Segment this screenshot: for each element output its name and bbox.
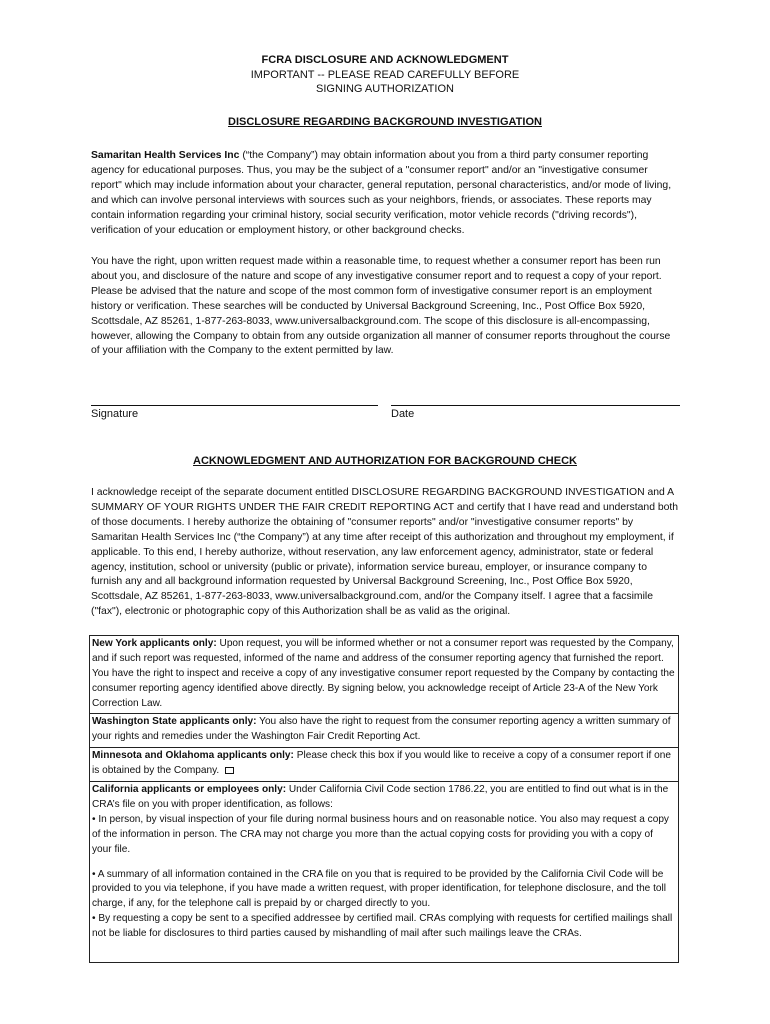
signature-label: Signature [91, 408, 139, 420]
disclosure-heading: DISCLOSURE REGARDING BACKGROUND INVESTIGATION [228, 116, 542, 128]
acknowledgment-paragraph: I acknowledge receipt of the separate document entitled DISCLOSURE REGARDING BACKGROUND INVESTIGATION and A SUMMARY OF YOUR RIGHTS UNDER THE FAIR CREDIT REPORTING ACT and certify that I have read and understand both of those documents. I hereby authorize the obtaining of "consumer reports" and/or "investigative consumer reports" by Samaritan Health Services Inc (“the Company”) at any time after receipt of this authorization and throughout my employment, if applicable. To this end, I hereby authorize, without reservation, any law enforcement agency, administrator, state or federal agency, institution, school or university (public or private), information service bureau, employer, or insurance company to furnish any and all background information requested by Universal Background Screening, Inc., Post Office Box 5920, Scottsdale, AZ 85261, 1-877-263-8033, www.universalbackground.com, and/or the Company itself. I agree that a facsimile ("fax"), electronic or photographic copy of this Authorization shall be as valid as the original. [91, 487, 679, 618]
california-bullet-mail: • By requesting a copy be sent to a specified addressee by certified mail. CRAs complying with requests for certified mailings shall not be liable for disclosures to third parties caused by mishandling of mail after such mailings leave the CRAs. [92, 913, 673, 940]
minnesota-oklahoma-label: Minnesota and Oklahoma applicants only: [92, 750, 294, 761]
date-line[interactable] [391, 405, 680, 406]
copy-request-checkbox[interactable] [225, 767, 234, 774]
washington-notice [90, 714, 678, 748]
date-label: Date [391, 408, 415, 420]
document-subtitle-line2: SIGNING AUTHORIZATION [316, 83, 454, 95]
california-notice [90, 782, 678, 962]
minnesota-oklahoma-notice [90, 748, 678, 782]
minnesota-oklahoma-text: Please check this box if you would like to receive a copy of a consumer report if one is obtained by the Company. [92, 750, 671, 776]
new-york-text: Upon request, you will be informed whether or not a consumer report was requested by the Company, and if such report was requested, informed of the name and address of the consumer reporting agency that furnished the report. You have the right to inspect and receive a copy of any investigative consumer report requested by the Company by contacting the consumer reporting agency identified above directly. By signing below, you acknowledge receipt of Article 23-A of the New York Correction Law. [92, 638, 675, 709]
new-york-notice [90, 636, 678, 714]
company-name: Samaritan Health Services Inc [91, 150, 240, 161]
california-label: California applicants or employees only: [92, 784, 287, 795]
california-text: Under California Civil Code section 1786.22, you are entitled to find out what is in the CRA’s file on you with proper identification, as follows: [92, 784, 669, 810]
california-bullet-telephone: • A summary of all information contained in the CRA file on you that is required to be provided by the California Civil Code will be provided to you via telephone, if you have made a written request, with proper identification, for telephone disclosure, and the toll charge, if any, for the telephone call is prepaid by or charged directly to you. [92, 868, 667, 910]
document-subtitle-line1: IMPORTANT -- PLEASE READ CAREFULLY BEFORE [250, 69, 520, 81]
disclosure-paragraph-2: You have the right, upon written request made within a reasonable time, to request whether a consumer report has been run about you, and disclosure of the nature and scope of any investigative consumer report and to request a copy of your report. Please be advised that the nature and scope of the most common form of investigative consumer report is an employment history or verification. These searches will be conducted by Universal Background Screening, Inc., Post Office Box 5920, Scottsdale, AZ 85261, 1-877-263-8033, www.universalbackground.com. The scope of this disclosure is all-encompassing, however, allowing the Company to obtain from any outside organization all manner of consumer reports throughout the course of your affiliation with the Company to the extent permitted by law. [91, 256, 671, 357]
disclosure-paragraph-1 [91, 149, 681, 238]
signature-line[interactable] [91, 405, 378, 406]
document-title: FCRA DISCLOSURE AND ACKNOWLEDGMENT [261, 54, 509, 66]
california-intro [92, 783, 675, 813]
new-york-label: New York applicants only: [92, 638, 217, 649]
disclosure-paragraph-1-text: (“the Company”) may obtain information about you from a third party consumer reporting agency for educational purposes. Thus, you may be the subject of a "consumer report" and/or an "investigative consumer report" which may include information about your character, general reputation, personal characteristics, and/or mode of living, and which can involve personal interviews with sources such as your neighbors, friends, or associates. These reports may contain information regarding your criminal history, social security verification, motor vehicle records ("driving records"), verification of your education or employment history, or other background checks. [91, 150, 672, 236]
washington-text: You also have the right to request from the consumer reporting agency a written summary of your rights and remedies under the Washington Fair Credit Reporting Act. [92, 716, 671, 742]
washington-label: Washington State applicants only: [92, 716, 257, 727]
california-bullet-in-person: • In person, by visual inspection of your file during normal business hours and on reasonable notice. You also may request a copy of the information in person. The CRA may not charge you more than the actual copying costs for providing you with a copy of your file. [92, 813, 669, 855]
acknowledgment-heading: ACKNOWLEDGMENT AND AUTHORIZATION FOR BACKGROUND CHECK [193, 455, 577, 467]
state-notices-table [89, 635, 679, 963]
